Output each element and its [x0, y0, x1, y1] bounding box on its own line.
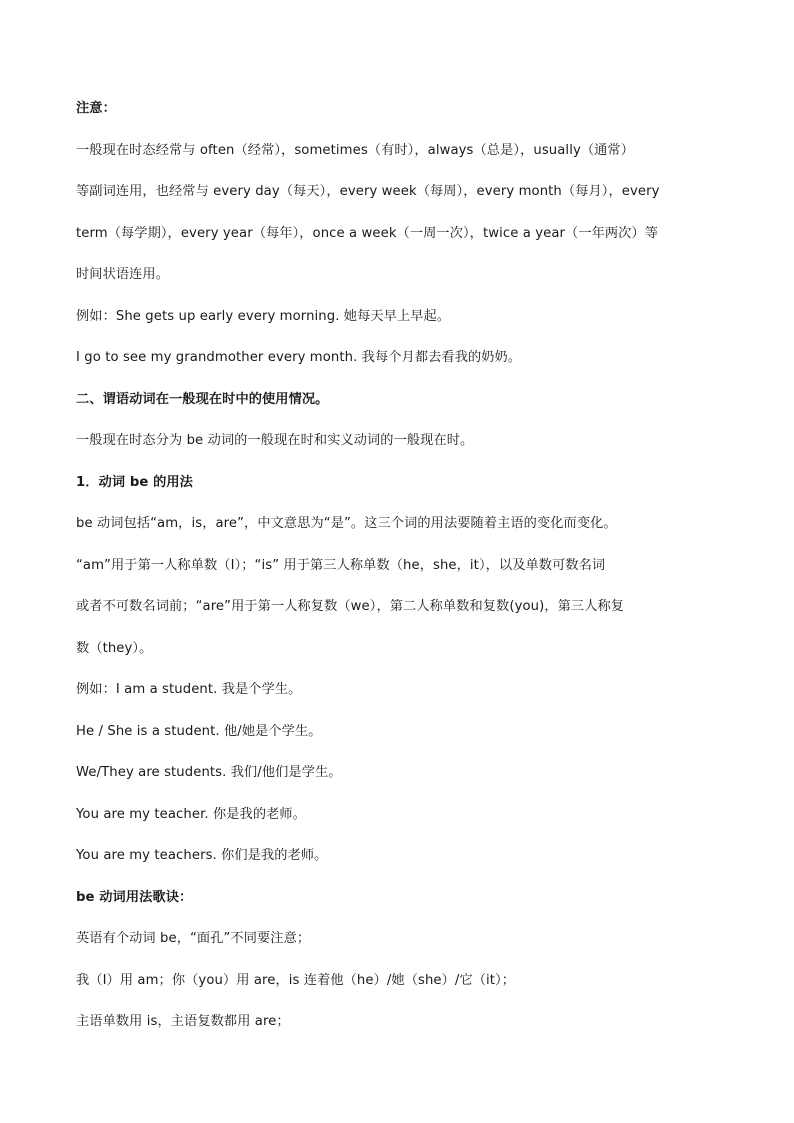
paragraph-line: 或者不可数名词前；“are”用于第一人称复数（we），第二人称单数和复数(you)，第三人称复 — [76, 599, 625, 614]
rhyme-line: 主语单数用 is，主语复数都用 are； — [76, 1014, 290, 1029]
example-line: You are my teacher. 你是我的老师。 — [76, 806, 306, 822]
rhyme-line: 我（I）用 am；你（you）用 are，is 连着他（he）/她（she）/它（it）； — [76, 972, 516, 988]
paragraph-line: term（每学期），every year（每年），once a week（一周一次），twice a year（一年两次）等 — [76, 225, 659, 241]
rhyme-heading: be 动词用法歌诀： — [76, 889, 193, 905]
note-heading: 注意： — [76, 101, 116, 116]
example-line: He / She is a student. 他/她是个学生。 — [76, 723, 322, 739]
rhyme-line: 英语有个动词 be，“面孔”不同要注意； — [76, 931, 311, 946]
paragraph-line: 等副词连用，也经常与 every day（每天），every week（每周），every month（每月），every — [76, 184, 660, 199]
example-line: We/They are students. 我们/他们是学生。 — [76, 765, 342, 780]
subsection-heading: 1．动词 be 的用法 — [76, 474, 193, 490]
example-line: 例如：She gets up early every morning. 她每天早上早起。 — [76, 308, 451, 324]
paragraph-line: be 动词包括“am，is，are”，中文意思为“是”。这三个词的用法要随着主语的变化而变化。 — [76, 516, 617, 531]
paragraph-line: 一般现在时态经常与 often（经常），sometimes（有时），always（总是），usually（通常） — [76, 142, 635, 158]
paragraph-line: 数（they）。 — [76, 640, 153, 656]
paragraph-line: “am”用于第一人称单数（I）；“is” 用于第三人称单数（he，she，it），以及单数可数名词 — [76, 557, 606, 573]
document-page — [76, 88, 726, 1043]
section-heading: 二、谓语动词在一般现在时中的使用情况。 — [76, 391, 329, 407]
example-line: I go to see my grandmother every month. 我每个月都去看我的奶奶。 — [76, 350, 522, 365]
example-line: 例如：I am a student. 我是个学生。 — [76, 682, 302, 697]
example-line: You are my teachers. 你们是我的老师。 — [76, 848, 328, 863]
paragraph-line: 一般现在时态分为 be 动词的一般现在时和实义动词的一般现在时。 — [76, 433, 474, 448]
paragraph-line: 时间状语连用。 — [76, 267, 170, 282]
